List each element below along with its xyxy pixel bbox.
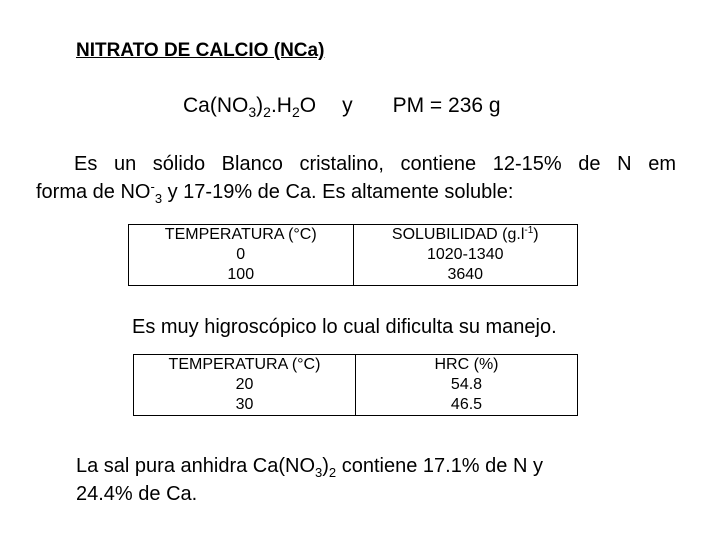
formula-paren: ): [256, 94, 264, 117]
unit-superscript: -1: [524, 225, 534, 236]
header-hrc: HRC (%): [356, 355, 578, 376]
table-row: [129, 245, 578, 265]
cell-temperature: 30: [134, 395, 356, 416]
header-temperature: TEMPERATURA (°C): [134, 355, 356, 376]
table-header-row: [129, 225, 578, 246]
formula-prefix: Ca(NO: [183, 94, 249, 117]
chemical-formula-line: [183, 94, 501, 118]
nitrate-subscript: 3: [154, 191, 163, 206]
header-solubility-close: ): [533, 226, 539, 243]
formula-subscript: 2: [328, 465, 337, 480]
header-temperature: TEMPERATURA (°C): [129, 225, 354, 246]
cell-hrc: 54.8: [356, 375, 578, 395]
table-row: [134, 375, 578, 395]
description-line-2-start: forma de NO: [36, 181, 151, 203]
cell-hrc: 46.5: [356, 395, 578, 416]
table-header-row: [134, 355, 578, 376]
cell-temperature: 20: [134, 375, 356, 395]
formula-subscript: 2: [263, 104, 271, 120]
cell-solubility: 1020-1340: [353, 245, 578, 265]
cell-temperature: 100: [129, 265, 354, 286]
formula-subscript: 2: [291, 104, 300, 120]
page-title: NITRATO DE CALCIO (NCa): [76, 40, 325, 61]
cell-solubility: 3640: [353, 265, 578, 286]
anhydrous-line-2: 24.4% de Ca.: [76, 483, 198, 505]
formula-hydrate: .H: [270, 94, 292, 117]
charge-superscript: -: [150, 179, 155, 194]
anhydrous-paren: ): [322, 455, 329, 477]
formula-subscript: 3: [248, 104, 257, 120]
anhydrous-note: [76, 452, 543, 508]
anhydrous-text-c: contiene 17.1% de N y: [336, 455, 543, 477]
formula-conjunction: y: [342, 94, 353, 117]
hrc-table: [133, 354, 578, 416]
formula-subscript: 3: [315, 465, 323, 480]
table-row: [134, 395, 578, 416]
anhydrous-text-a: La sal pura anhidra Ca(NO: [76, 455, 316, 477]
description-line-2: [36, 179, 514, 206]
header-solubility-text: SOLUBILIDAD (g.l: [391, 226, 525, 243]
hygroscopic-note: Es muy higroscópico lo cual dificulta su manejo.: [132, 316, 557, 338]
table-row: [129, 265, 578, 286]
cell-temperature: 0: [129, 245, 354, 265]
formula-hydrate-o: O: [299, 94, 317, 117]
description-line-1: Es un sólido Blanco cristalino, contiene 12-15% de N em: [74, 153, 676, 175]
molecular-weight: PM = 236 g: [392, 94, 501, 117]
description-line-2-end: y 17-19% de Ca. Es altamente soluble:: [162, 181, 514, 203]
anhydrous-line-1: [76, 455, 543, 480]
header-solubility: [353, 225, 578, 246]
solubility-table: [128, 224, 578, 286]
description-paragraph: [36, 150, 676, 206]
